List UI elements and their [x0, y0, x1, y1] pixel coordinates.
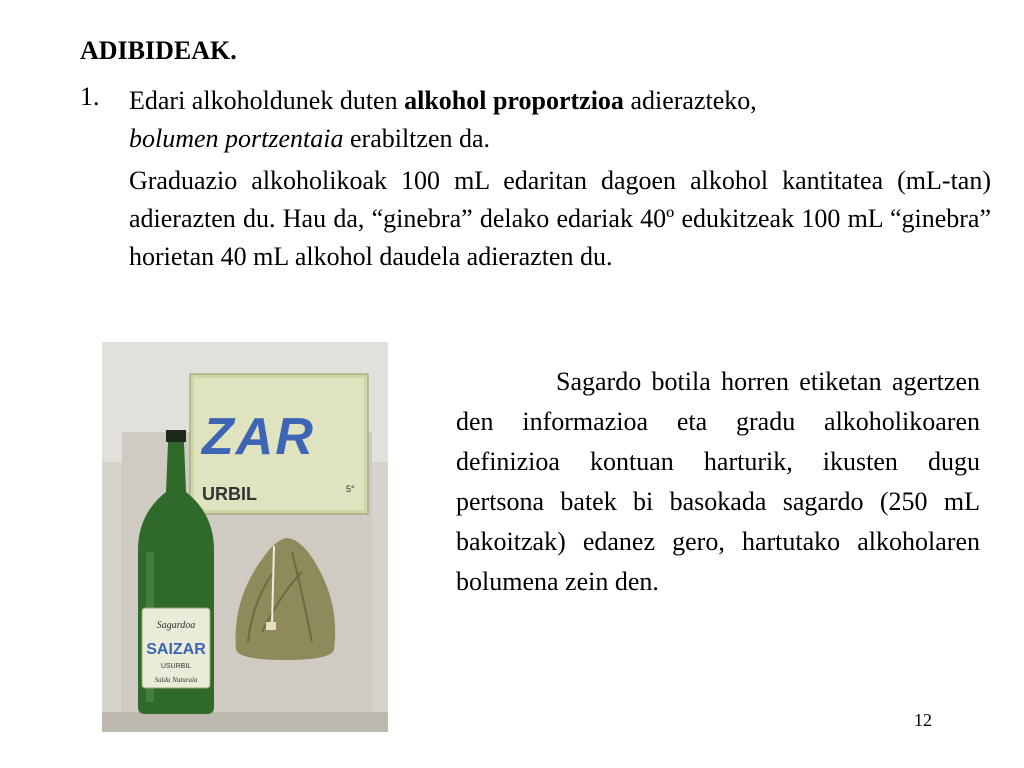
- page-number: 12: [914, 710, 932, 730]
- definition-paragraph: [129, 82, 991, 158]
- label-closeup: [190, 374, 368, 514]
- cider-bottle-photo: [102, 342, 388, 732]
- definition-text: erabiltzen da.: [343, 124, 491, 153]
- definition-bold-term: alkohol proportzioa: [404, 86, 624, 115]
- label-closeup-sub: URBIL: [202, 484, 257, 504]
- page-title: ADIBIDEAK.: [80, 36, 237, 65]
- exercise-text: Sagardo botila horren etiketan agertzen den informazioa eta gradu alkoholikoaren definizioa kontuan harturik, ikusten dugu pertsona batek bi basokada sagardo (250 mL bakoitzak) edanez gero, hartutako alkoholaren bolumena zein den.: [456, 367, 980, 596]
- bottle-label-brand: SAIZAR: [146, 641, 206, 658]
- definition-italic-term: bolumen portzentaia: [129, 124, 344, 153]
- list-item-number: 1.: [80, 82, 100, 111]
- definition-text: Edari alkoholdunek duten: [129, 86, 405, 115]
- definition-text: adierazteko,: [623, 86, 757, 115]
- bottle-label-place: USURBIL: [160, 663, 192, 670]
- label-closeup-small: 5°: [346, 484, 355, 494]
- explanation-paragraph: Graduazio alkoholikoak 100 mL edaritan dagoen alkohol kantitatea (mL-tan) adierazten du. Hau da, “ginebra” delako edariak 40º edukitzeak 100 mL “ginebra” horietan 40 mL alkohol daudela adierazten du.: [129, 166, 991, 271]
- label-closeup-brand: ZAR: [202, 408, 315, 466]
- bottle-label-bottom: Saldu Naturala: [154, 676, 198, 684]
- bottle-label-top: Sagardoa: [156, 620, 196, 631]
